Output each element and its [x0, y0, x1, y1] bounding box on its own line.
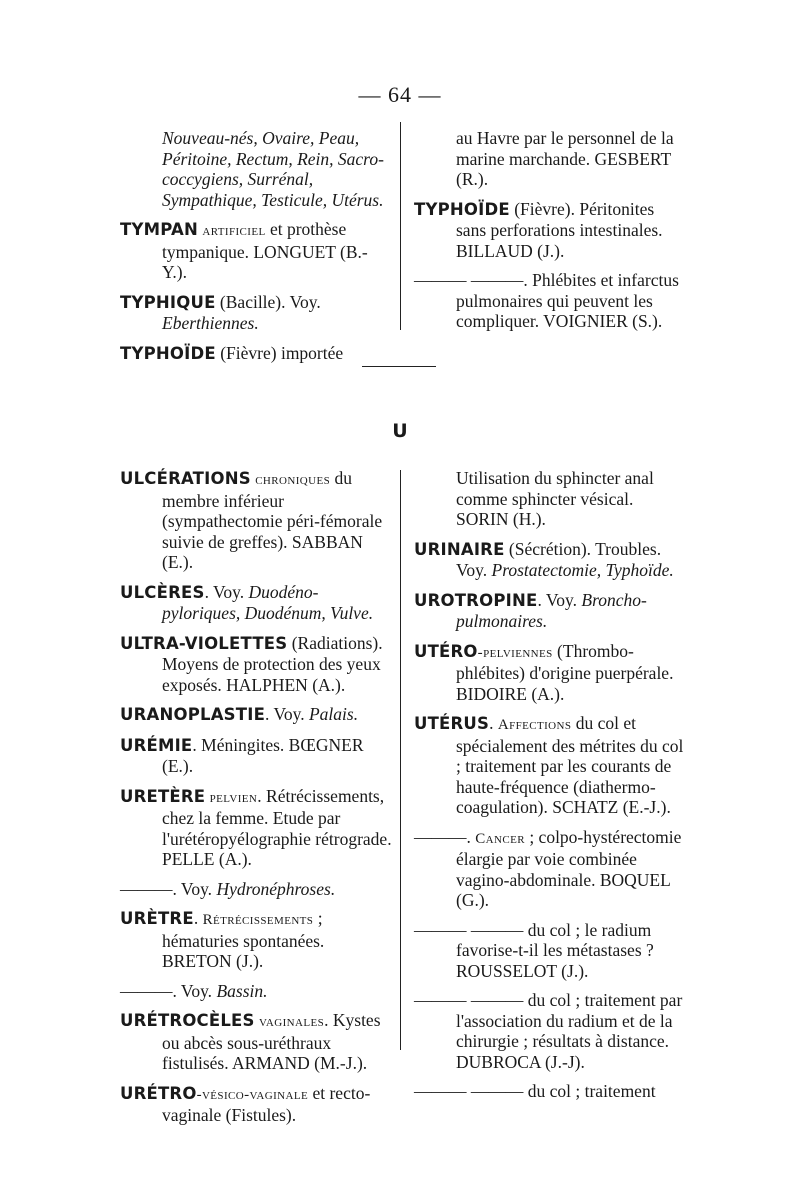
- entry-text: ———. Voy.: [120, 980, 217, 1001]
- entry-uretro: [120, 1083, 392, 1126]
- entry-uranoplastie: [120, 704, 392, 726]
- headword: UROTROPINE: [414, 590, 538, 610]
- qualifier: vaginales: [259, 1014, 325, 1030]
- entry-continuation: au Havre par le personnel de la marine marchande. GESBERT (R.).: [456, 128, 674, 189]
- entry-sub: [120, 981, 392, 1002]
- cross-reference: Broncho-pulmonaires.: [456, 589, 647, 631]
- cross-reference: Prostatectomie, Typhoïde.: [491, 560, 674, 580]
- page-number: — 64 —: [358, 82, 442, 107]
- column-divider: [400, 470, 401, 1050]
- entry-text: (Radiations). Moyens de protection des yeux exposés. HALPHEN (A.).: [162, 632, 383, 695]
- entry-text: (Sécrétion). Troubles. Voy.: [456, 538, 662, 580]
- headword: URETÈRE: [120, 786, 206, 806]
- entry-uretre: URÈTRE. Rétrécissements ; hématuries spontanées. BRETON (J.).: [120, 908, 325, 971]
- entry-text: . Méningites. BŒGNER (E.).: [162, 734, 364, 776]
- entry-text: . Kystes ou abcès sous-uréthraux fistulisés. ARMAND (M.-J.).: [162, 1010, 381, 1073]
- cross-reference: Duodéno-pyloriques, Duodénum, Vulve.: [162, 581, 374, 623]
- entry-ulceres: [120, 582, 392, 624]
- bottom-left-column: [120, 468, 392, 1135]
- top-left-column: [120, 128, 392, 373]
- headword: URÉMIE: [120, 735, 193, 755]
- entry-uterus: UTÉRUS. Affections du col et spécialement des métrites du col ; traitement par les courants de haute-fréquence (diathermo-coagulation). SCHATZ (E.-J.).: [414, 713, 684, 817]
- cross-reference: Eberthiennes.: [162, 313, 259, 333]
- headword: URÉTROCÈLES: [120, 1011, 255, 1030]
- entry-text: (Fièvre). Péritonites sans perforations intestinales. BILLAUD (J.).: [456, 198, 663, 261]
- qualifier: artificiel: [202, 223, 266, 239]
- headword: UTÉRO: [414, 641, 478, 661]
- cross-reference: Palais.: [308, 704, 359, 724]
- entry-text: et prothèse tympanique. LONGUET (B.-Y.).: [162, 219, 368, 282]
- entry-sub: [414, 990, 684, 1072]
- entry-sub: [414, 827, 684, 911]
- section-letter: U: [392, 420, 408, 442]
- headword: URINAIRE: [414, 539, 505, 559]
- entry-text: du col et spécialement des métrites du col ; traitement par les courants de haute-fréquence (diathermo-coagulation). SCHATZ (E.-J.).: [456, 713, 684, 817]
- entry-text: ; hématuries spontanées. BRETON (J.).: [162, 908, 325, 971]
- cross-reference: Hydronéphroses.: [216, 878, 336, 899]
- entry-continuation: Utilisation du sphincter anal comme sphincter vésical. SORIN (H.).: [456, 468, 654, 529]
- entry-text: ——— ——— du col ; traitement: [414, 1081, 656, 1101]
- entry-text: (Bacille). Voy.: [215, 291, 321, 312]
- bottom-right-column: [414, 468, 684, 1111]
- entry-text: ; colpo-hystérectomie élargie par voie combinée vagino-abdominale. BOQUEL (G.).: [456, 826, 682, 910]
- headword: TYPHOÏDE: [120, 343, 216, 363]
- entry-sub: [414, 1081, 684, 1102]
- top-right-column: [414, 128, 684, 341]
- entry-typhoide: [120, 343, 392, 365]
- entry-tympan: [120, 219, 392, 283]
- entry-text: du membre inférieur (sympathectomie péri-fémorale suivie de greffes). SABBAN (E.).: [162, 468, 383, 572]
- entry-urotropine: [414, 590, 684, 632]
- entry-text: . Rétrécissements, chez la femme. Etude par l'urétéropyélographie rétrograde. PELLE (A.).: [162, 785, 392, 869]
- entry-text: (Thrombo-phlébites) d'origine puerpérale. BIDOIRE (A.).: [456, 640, 674, 704]
- entry-text: . Voy.: [204, 581, 249, 602]
- entry-text: et recto-vaginale (Fistules).: [162, 1082, 371, 1125]
- headword: TYMPAN: [120, 220, 198, 239]
- headword: TYPHIQUE: [120, 292, 216, 312]
- entry-lead: ———.: [414, 826, 476, 847]
- headword: UTÉRUS: [414, 714, 490, 733]
- column-divider: [400, 122, 401, 330]
- entry-ulcerations: [120, 468, 392, 573]
- entry-typhoide-2: [414, 199, 684, 262]
- headword: URANOPLASTIE: [120, 705, 266, 724]
- headword: ULCÉRATIONS: [120, 469, 251, 488]
- entry-text: ——— ———. Phlébites et infarctus pulmonaires qui peuvent les compliquer. VOIGNIER (S.).: [414, 270, 679, 331]
- cross-reference: Bassin.: [216, 980, 268, 1001]
- entry-text: . Voy.: [537, 589, 582, 610]
- qualifier: Affections: [497, 717, 572, 733]
- section-rule: [362, 366, 436, 367]
- entry-uremie: [120, 735, 392, 777]
- entry-sub: [414, 920, 684, 982]
- entry-text: (Fièvre) importée: [215, 342, 344, 363]
- entry-sub: [120, 879, 392, 900]
- qualifier: pelvien: [209, 789, 258, 806]
- entry-text: ———. Voy.: [120, 878, 217, 899]
- entry-text: . Voy.: [265, 704, 309, 724]
- entry-ultra-violettes: [120, 633, 392, 696]
- qualifier: Rétrécissements: [202, 912, 314, 928]
- entry-continuation: Nouveau-nés, Ovaire, Peau, Péritoine, Rectum, Rein, Sacro-coccygiens, Surrénal, Sympathique, Testicule, Utérus.: [162, 128, 384, 210]
- qualifier: Cancer: [475, 830, 525, 847]
- entry-text: ——— ——— du col ; le radium favorise-t-il les métastases ? ROUSSELOT (J.).: [414, 919, 654, 981]
- qualifier: chroniques: [255, 472, 331, 488]
- entry-utero: [414, 641, 684, 705]
- entry-sub: [414, 270, 684, 332]
- qualifier: -vésico-vaginale: [196, 1086, 309, 1103]
- entry-urinaire: [414, 539, 684, 581]
- qualifier: -pelviennes: [477, 644, 553, 661]
- headword: TYPHOÏDE: [414, 199, 510, 219]
- entry-uretroceles: [120, 1010, 392, 1074]
- entry-typhique: [120, 292, 392, 334]
- headword: URÈTRE: [120, 909, 194, 928]
- headword: ULTRA-VIOLETTES: [120, 633, 288, 653]
- headword: URÉTRO: [120, 1083, 197, 1103]
- entry-text: ——— ——— du col ; traitement par l'association du radium et de la chirurgie ; résultats à distance. DUBROCA (J.-J).: [414, 990, 683, 1072]
- entry-uretere: [120, 786, 392, 870]
- headword: ULCÈRES: [120, 582, 205, 602]
